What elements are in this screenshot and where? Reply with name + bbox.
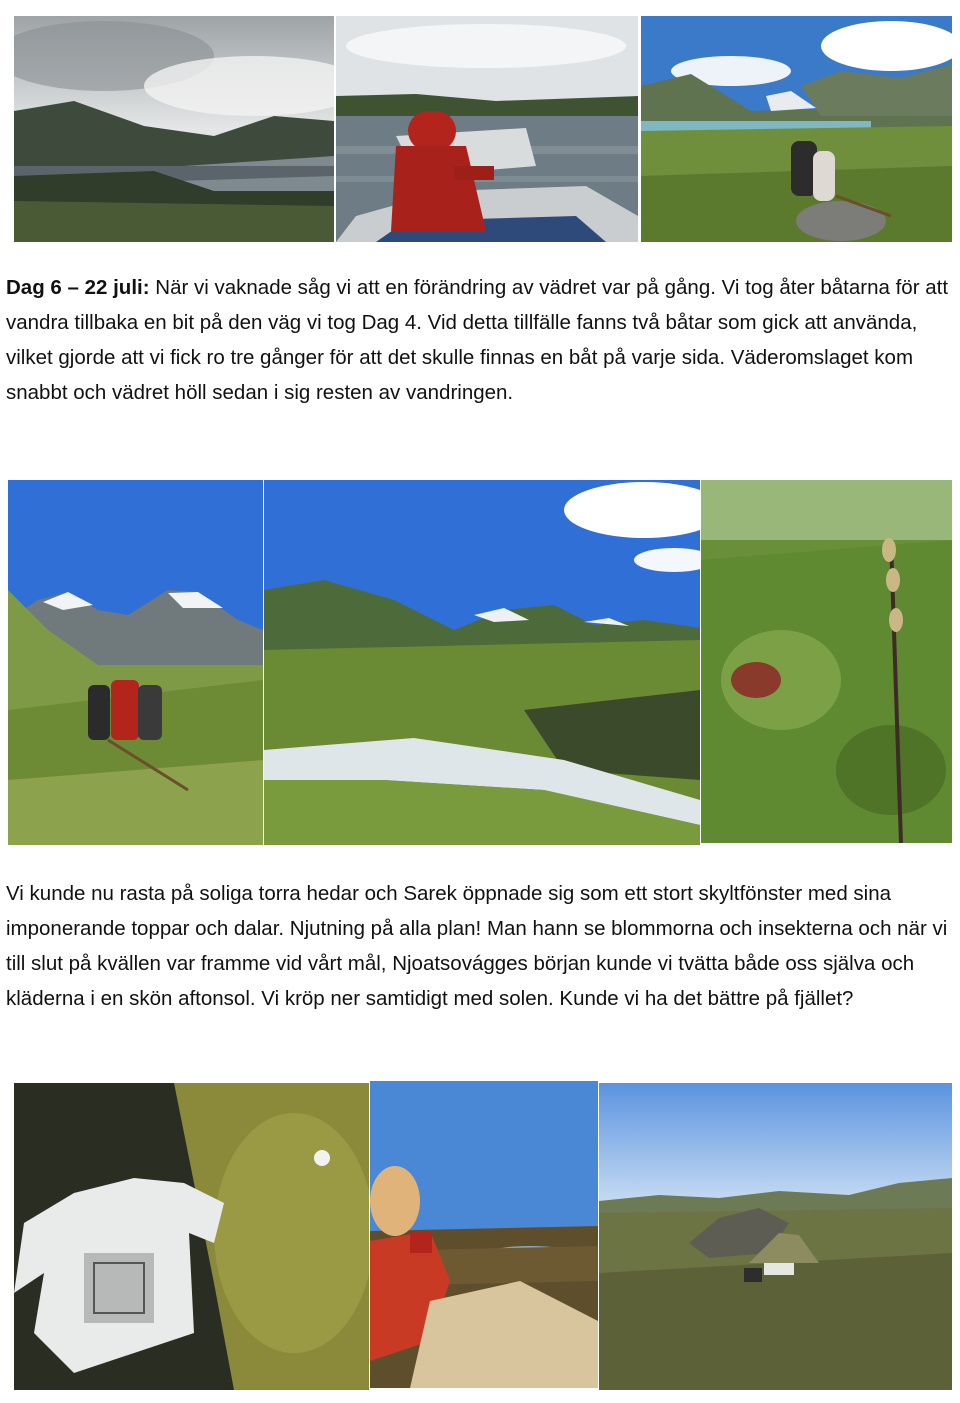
photo-hikers-resting [8, 480, 263, 845]
paragraph-sarek: Vi kunde nu rasta på soliga torra hedar och Sarek öppnade sig som ett stort skyltfönster med sina imponerande toppar och dalar. Njutning på alla plan! Man hann se blommorna och insekterna och när vi till slut på kvällen var framme vid vårt mål, Njoatsovágges början kunde vi tvätta både oss själva och kläderna i en skön aftonsol. Vi kröp ner samtidigt med solen. Kunde vi ha det bättre på fjället? [6, 882, 948, 1010]
day6-text: När vi vaknade såg vi att en förändring av vädret var på gång. Vi tog åter båtarna för att vandra tillbaka en bit på den väg vi tog Dag 4. Vid detta tillfälle fanns två båtar som gick att använda, vilket gjorde att vi fick ro tre gånger för att det skulle finnas en båt på varje sida. Väderomslaget kom snabbt och vädret höll sedan i sig resten av vandringen. [6, 276, 949, 404]
day6-heading: Dag 6 – 22 juli: [6, 276, 150, 299]
photo-rowing-boat [336, 16, 638, 242]
paragraph-day6 [6, 270, 956, 410]
photo-woman-evening-sun [370, 1081, 598, 1388]
photo-cloudy-lake [14, 16, 334, 242]
photo-tshirt-drying [14, 1083, 369, 1390]
photo-valley-backpack [641, 16, 952, 242]
photo-river-mountains [264, 480, 700, 845]
photo-tent-tundra [599, 1083, 952, 1390]
photo-wildflower [701, 480, 952, 843]
